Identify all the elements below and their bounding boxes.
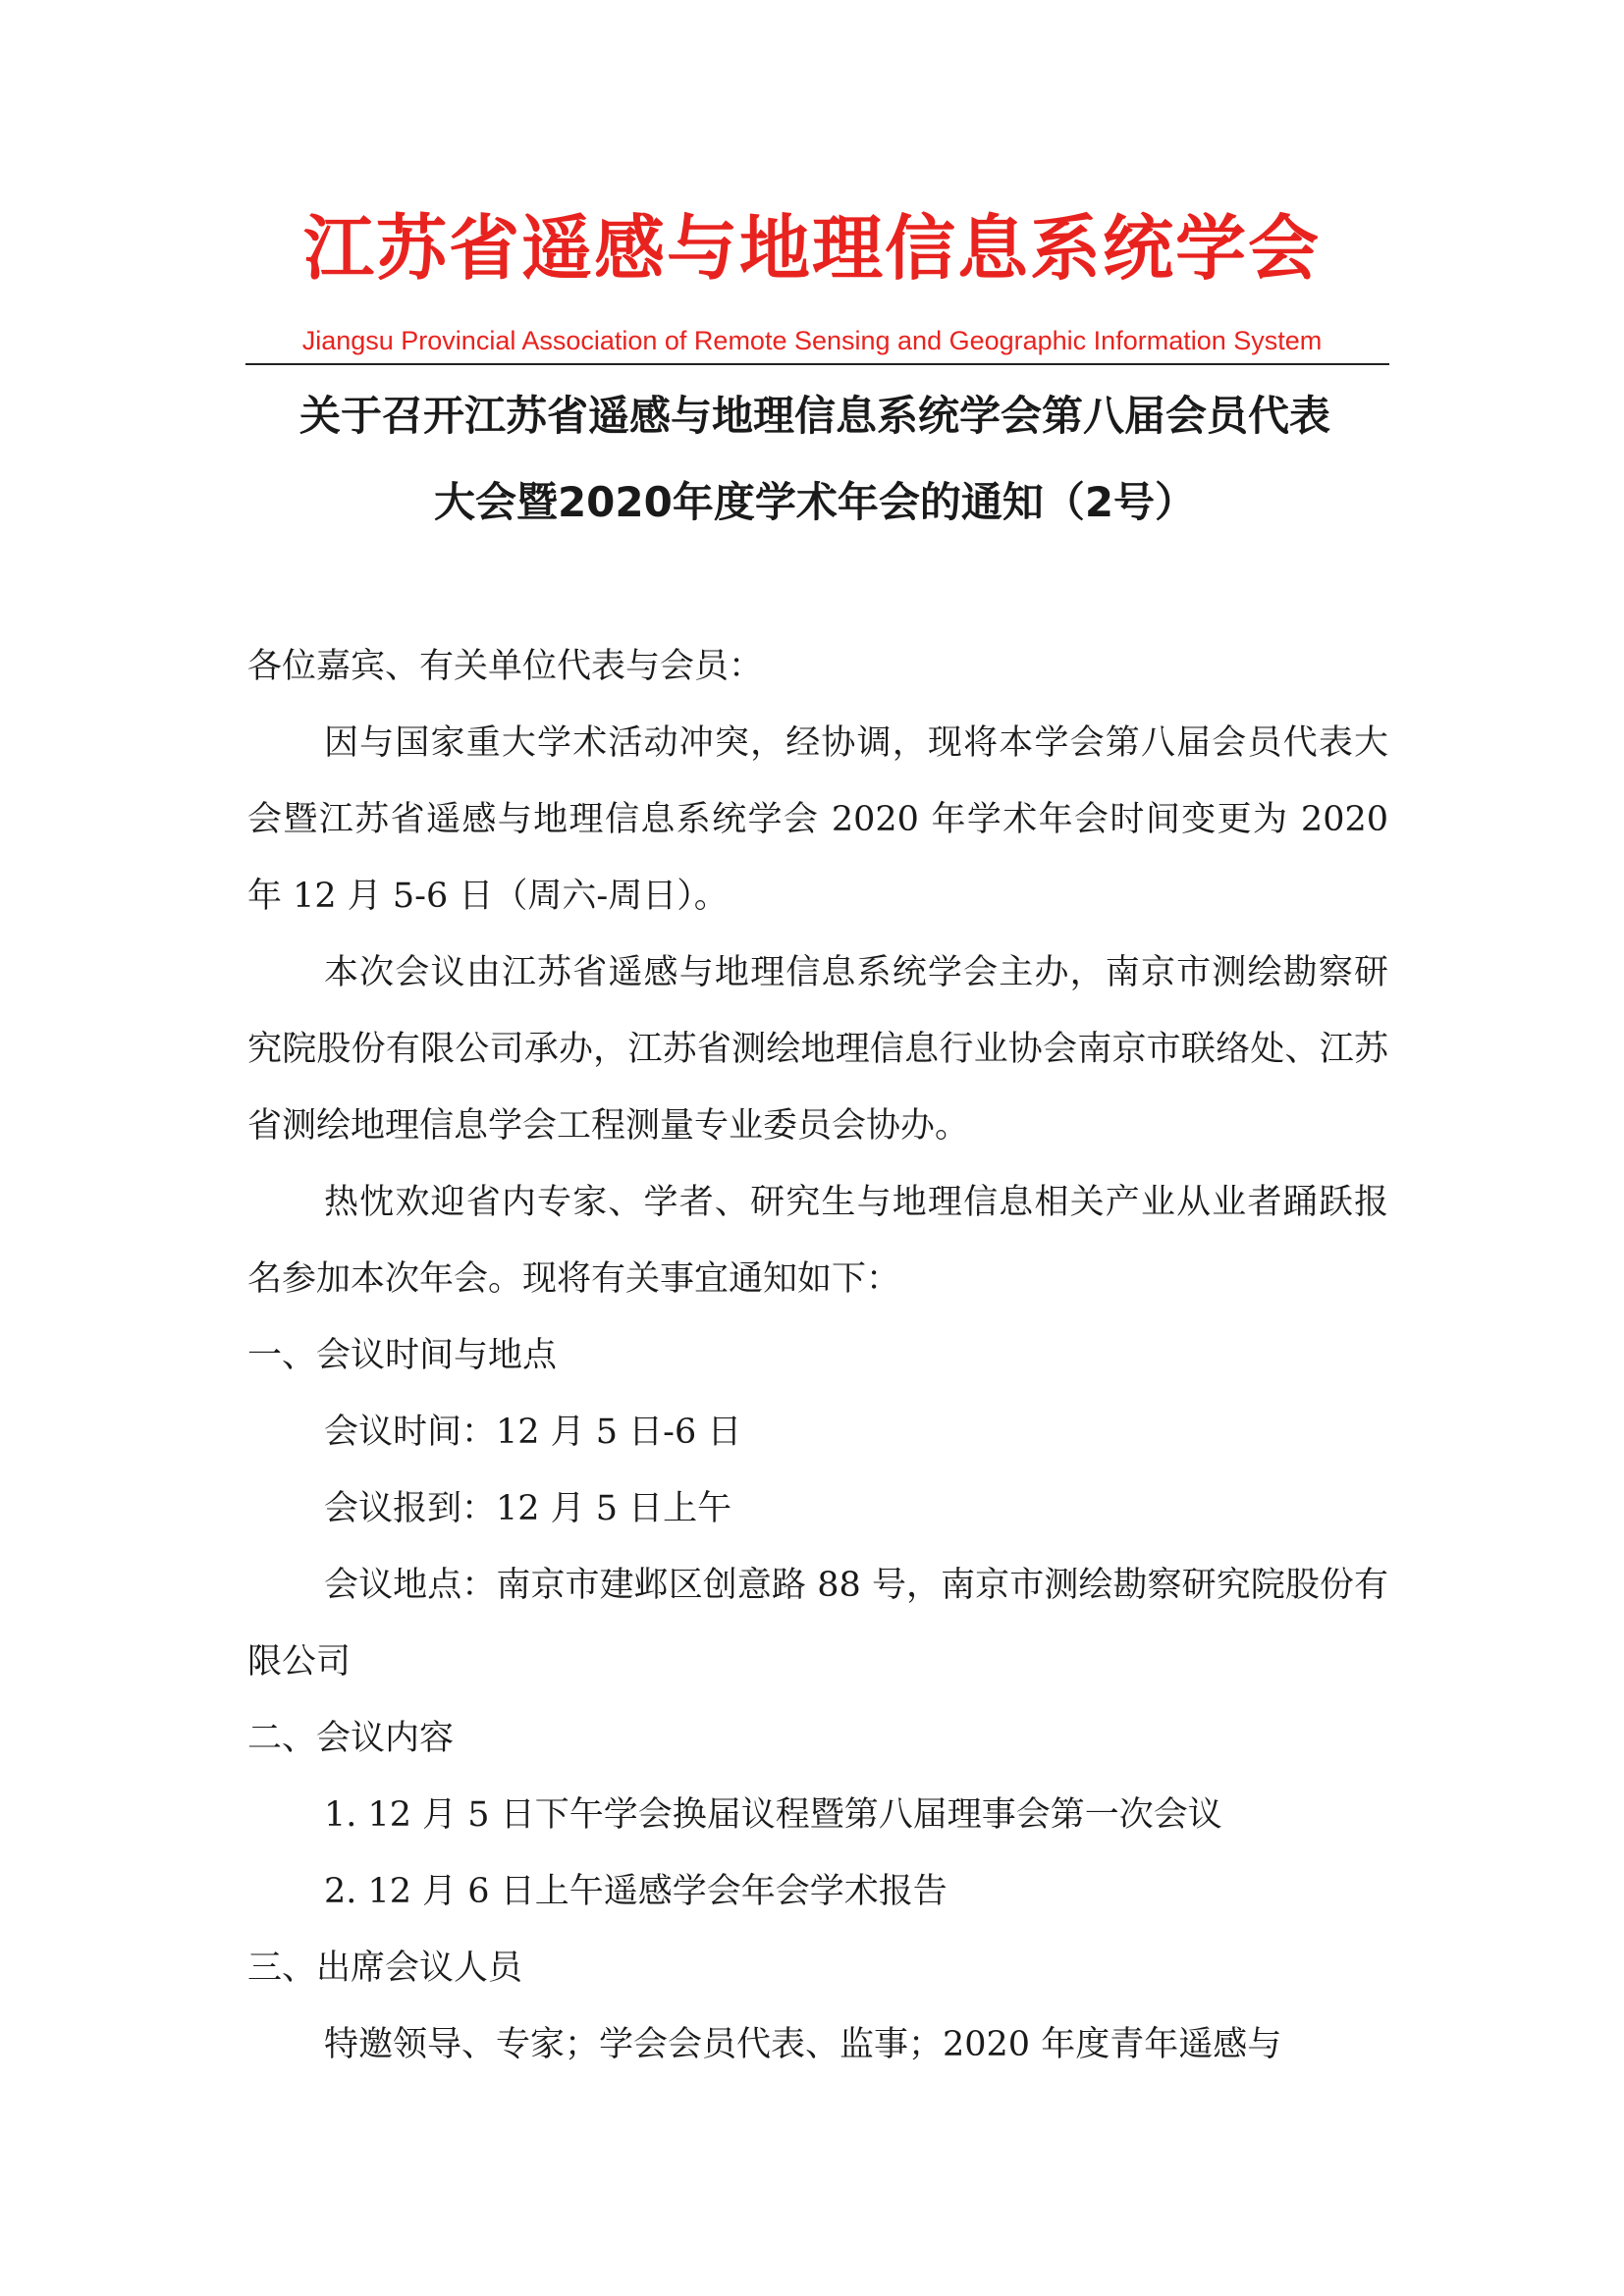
salutation: 各位嘉宾、有关单位代表与会员： — [247, 647, 764, 686]
organization-name-english: Jiangsu Provincial Association of Remote Sensing and Geographic Information System — [301, 326, 1323, 355]
title-line-1: 关于召开江苏省遥感与地理信息系统学会第八届会员代表 — [298, 392, 1330, 440]
meeting-registration: 会议报到：12 月 5 日上午 — [324, 1489, 732, 1528]
section-heading-content: 二、会议内容 — [247, 1719, 455, 1758]
section-heading-attendees: 三、出席会议人员 — [247, 1949, 523, 1988]
title-line-2: 大会暨2020年度学术年会的通知（2号） — [433, 478, 1197, 526]
meeting-location: 会议地点：南京市建邺区创意路 88 号，南京市测绘勘察研究院股份有限公司 — [247, 1566, 1388, 1682]
content-item-2: 2. 12 月 6 日上午遥感学会年会学术报告 — [324, 1872, 947, 1911]
paragraph-schedule-change: 因与国家重大学术活动冲突，经协调，现将本学会第八届会员代表大会暨江苏省遥感与地理信息系统学会 2020 年学术年会时间变更为 2020 年 12 月 5-6 日（周六-周日）。 — [247, 723, 1388, 916]
organization-name: 江苏省遥感与地理信息系统学会 — [302, 207, 1321, 290]
paragraph-organizers: 本次会议由江苏省遥感与地理信息系统学会主办，南京市测绘勘察研究院股份有限公司承办，江苏省测绘地理信息行业协会南京市联络处、江苏省测绘地理信息学会工程测量专业委员会协办。 — [247, 953, 1388, 1146]
document-body — [247, 628, 1388, 2083]
section-heading-time-location: 一、会议时间与地点 — [247, 1336, 558, 1375]
paragraph-invitation: 热忱欢迎省内专家、学者、研究生与地理信息相关产业从业者踊跃报名参加本次年会。现将有关事宜通知如下： — [247, 1183, 1388, 1299]
meeting-time: 会议时间：12 月 5 日-6 日 — [324, 1413, 742, 1452]
content-item-1: 1. 12 月 5 日下午学会换届议程暨第八届理事会第一次会议 — [324, 1795, 1222, 1835]
attendees-text: 特邀领导、专家；学会会员代表、监事；2020 年度青年遥感与 — [324, 2025, 1282, 2064]
document-title — [177, 373, 1453, 546]
header-divider — [245, 363, 1389, 365]
